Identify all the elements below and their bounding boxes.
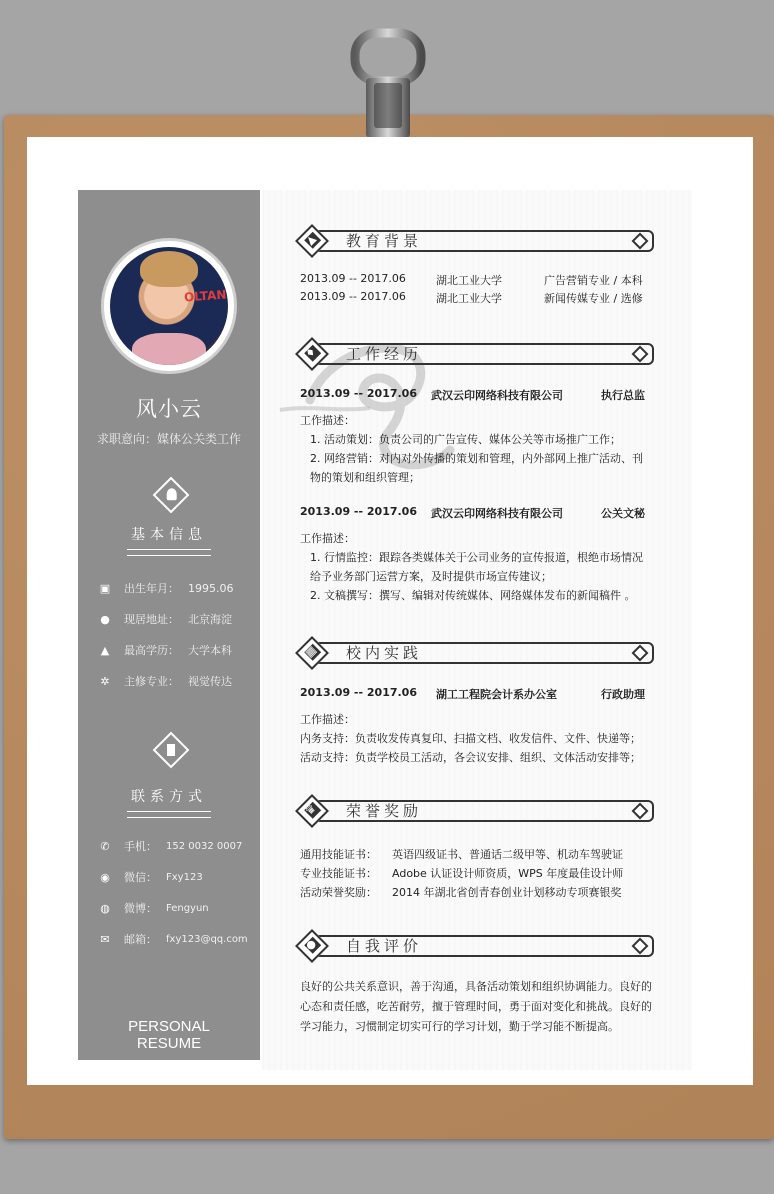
info-address: ● 现居地址： 北京海淀 [98,611,258,629]
honor-value: Adobe 认证设计师资质，WPS 年度最佳设计师 [392,867,624,880]
location-icon: ● [100,613,110,626]
contact-weibo: ◍ 微博： Fengyun [98,900,258,918]
mail-icon: ✉ [100,933,110,946]
honor-value: 2014 年湖北省创青春创业计划移动专项赛银奖 [392,886,622,899]
campus-header: ▦ 校内实践 [300,642,652,662]
campus-org: 湖工工程院会计系办公室 [436,688,557,701]
job-desc-item: 物的策划和组织管理； [310,471,420,484]
job-desc-label: 工作描述： [300,414,355,427]
job-desc-item: 1. 行情监控：跟踪各类媒体关于公司业务的宣传报道，根绝市场情况 [310,551,643,564]
basic-info-title: 基本信息 [131,527,207,543]
job-desc-item: 1. 活动策划：负责公司的广告宣传、媒体公关等市场推广工作； [310,433,621,446]
job-desc-item: 2. 文稿撰写：撰写、编辑对传统媒体、网络媒体发布的新闻稿件 。 [310,589,636,602]
phone-icon: ✆ [100,840,110,853]
sidebar [78,190,260,1060]
campus-desc-line: 内务支持：负责收发传真复印、扫描文档、收发信件、文件、快递等； [300,732,641,745]
info-birth: ▣ 出生年月： 1995.06 [98,580,258,598]
honor-label: 专业技能证书： [300,867,377,880]
weibo-icon: ◍ [100,902,110,915]
edu-major: 广告营销专业 / 本科 [544,274,643,287]
edu-major: 新闻传媒专业 / 选修 [544,292,643,305]
windows-icon: ▦ [302,643,319,660]
main-content [268,190,738,1070]
education-header: ▲ 教育背景 [300,230,652,250]
gear-icon: ✲ [100,675,110,688]
honor-label: 通用技能证书： [300,848,377,861]
job-intent: 求职意向：媒体公关类工作 [96,432,241,446]
campus-desc-label: 工作描述： [300,713,355,726]
honors-header: ♛ 荣誉奖励 [300,800,652,820]
graduation-cap-icon: ▲ [303,232,319,248]
job-desc-item: 2. 网络营销：对内对外传播的策划和管理，内外部网上推广活动、刊 [310,452,643,465]
edu-school: 湖北工业大学 [436,292,502,305]
candidate-name: 风小云 [136,397,202,421]
info-major: ✲ 主修专业： 视觉传达 [98,673,258,691]
tie-icon [153,732,190,769]
contact-phone: ✆ 手机： 152 0032 0007 [98,838,258,856]
divider [127,811,211,818]
job-position: 执行总监 [601,389,645,402]
job-period: 2013.09 -- 2017.06 [300,505,417,518]
graduation-cap-icon: ▲ [100,644,110,657]
self-eval-header: ● 自我评价 [300,935,652,955]
job-desc-item: 给予业务部门运营方案，及时提供市场宣传建议； [310,570,552,583]
job-company: 武汉云印网络科技有限公司 [431,507,563,520]
honor-value: 英语四级证书、普通话二级甲等、机动车驾驶证 [392,848,623,861]
job-company: 武汉云印网络科技有限公司 [431,389,563,402]
campus-position: 行政助理 [601,688,645,701]
honor-label: 活动荣誉奖励： [300,886,377,899]
campus-desc-line: 活动支持：负责学校员工活动，各会议安排、组织、文体活动安排等； [300,751,641,764]
trophy-icon: ♛ [302,801,319,818]
person-icon [153,477,190,514]
personal-resume-label: PERSONAL RESUME [128,1018,210,1052]
info-education: ▲ 最高学历： 大学本科 [98,642,258,660]
self-eval-line: 心态和责任感，吃苦耐劳，擅于管理时间，勇于面对变化和挑战。良好的 [300,1000,652,1013]
divider [127,549,211,556]
job-period: 2013.09 -- 2017.06 [300,387,417,400]
edu-period: 2013.09 -- 2017.06 [300,272,406,285]
edu-school: 湖北工业大学 [436,274,502,287]
campus-period: 2013.09 -- 2017.06 [300,686,417,699]
job-desc-label: 工作描述： [300,532,355,545]
contact-title: 联系方式 [131,789,207,805]
tie-icon: ♦ [302,344,319,361]
wechat-icon: ◉ [100,871,110,884]
work-header: ♦ 工作经历 [300,343,652,363]
edu-period: 2013.09 -- 2017.06 [300,290,406,303]
self-eval-line: 学习能力，习惯制定切实可行的学习计划，勤于学习能不断提高。 [300,1020,619,1033]
contact-wechat: ◉ 微信： Fxy123 [98,869,258,887]
profile-photo: OLTAN [110,247,228,365]
person-icon: ● [302,936,319,953]
avatar [101,238,237,374]
job-position: 公关文秘 [601,507,645,520]
calendar-icon: ▣ [99,582,111,595]
contact-email: ✉ 邮箱： fxy123@qq.com [98,931,258,949]
self-eval-line: 良好的公共关系意识，善于沟通，具备活动策划和组织协调能力。良好的 [300,980,652,993]
